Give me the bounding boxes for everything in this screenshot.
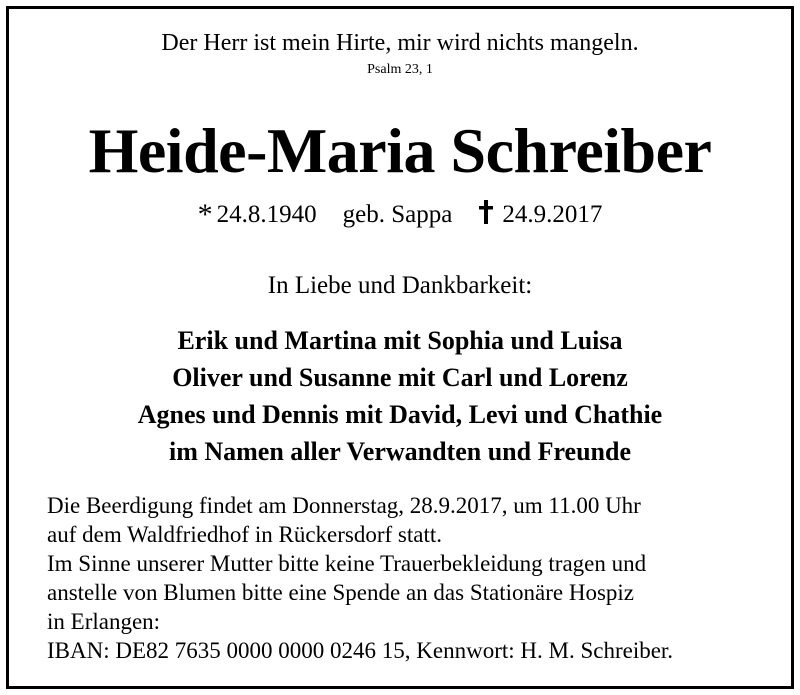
- notice-line: Die Beerdigung findet am Donnerstag, 28.9.2017, um 11.00 Uhr: [47, 493, 641, 518]
- death-date: 24.9.2017: [502, 201, 603, 228]
- notice-line: IBAN: DE82 7635 0000 0000 0246 15, Kennwort: H. M. Schreiber.: [47, 638, 674, 663]
- mourners-intro: In Liebe und Dankbarkeit:: [267, 272, 533, 299]
- funeral-notice: [47, 491, 771, 665]
- life-dates: [9, 200, 791, 230]
- cross-icon: [478, 200, 494, 224]
- birth-date: 24.8.1940: [216, 201, 317, 228]
- obituary-notice: [6, 6, 794, 689]
- psalm-quote: Der Herr ist mein Hirte, mir wird nichts mangeln.: [161, 30, 639, 56]
- mourner-line: Agnes und Dennis mit David, Levi und Chathie: [137, 400, 663, 429]
- birth-marker: *: [197, 198, 213, 231]
- notice-line: in Erlangen:: [47, 609, 161, 634]
- notice-line: anstelle von Blumen bitte eine Spende an das Stationäre Hospiz: [47, 580, 634, 605]
- notice-line: auf dem Waldfriedhof in Rückersdorf statt.: [47, 522, 442, 547]
- mourners-list: [9, 322, 791, 470]
- psalm-reference: Psalm 23, 1: [367, 62, 433, 77]
- notice-line: Im Sinne unserer Mutter bitte keine Trauerbekleidung tragen und: [47, 551, 647, 576]
- mourner-line: Oliver und Susanne mit Carl und Lorenz: [172, 363, 628, 392]
- deceased-name: Heide-Maria Schreiber: [88, 115, 712, 186]
- maiden-name: geb. Sappa: [342, 201, 453, 228]
- mourner-line: Erik und Martina mit Sophia und Luisa: [177, 326, 623, 355]
- mourner-line: im Namen aller Verwandten und Freunde: [168, 437, 632, 466]
